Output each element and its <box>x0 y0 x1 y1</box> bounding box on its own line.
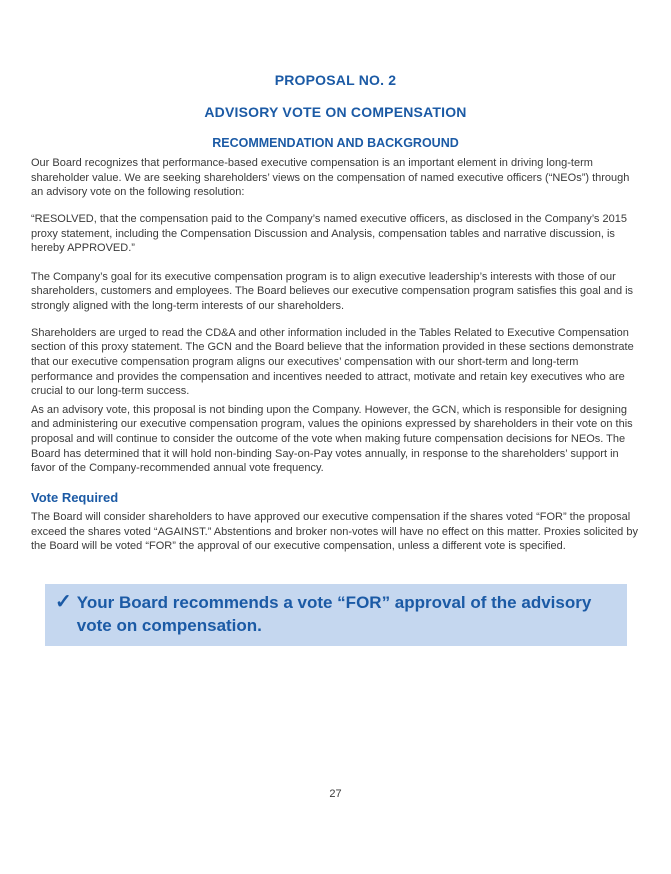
proposal-number-title: PROPOSAL NO. 2 <box>274 72 397 88</box>
paragraph-resolution: “RESOLVED, that the compensation paid to the Company’s named executive officers, as disclosed in the Company’s 2015 proxy statement, including the Compensation Discussion and Analysis, compensation tables and narrative discussion, is hereby APPROVED.” <box>31 212 627 255</box>
page-number: 27 <box>329 788 342 800</box>
paragraph-intro: Our Board recognizes that performance-based executive compensation is an important element in driving long-term shareholder value. We are seeking shareholders’ views on the compensation of named executive officers (“NEOs”) through an advisory vote on the following resolution: <box>31 157 630 199</box>
board-recommendation-text: Your Board recommends a vote “FOR” approval of the advisory vote on compensation. <box>76 592 592 635</box>
recommendation-background-heading: RECOMMENDATION AND BACKGROUND <box>212 136 459 150</box>
proposal-subject-title: ADVISORY VOTE ON COMPENSATION <box>204 104 467 120</box>
paragraph-program-goal: The Company’s goal for its executive compensation program is to align executive leadership’s interests with those of our shareholders, customers and employees. The Board believes our executive compensation program satisfies this goal and is strongly aligned with the long-term interests of our shareholders. <box>31 270 634 312</box>
vote-required-paragraph: The Board will consider shareholders to have approved our executive compensation if the shares voted “FOR” the proposal exceed the shares voted “AGAINST.” Abstentions and broker non-votes will have no effect on this matter. Proxies solicited by the Board will be voted “FOR” the approval of our executive compensation, unless a different vote is specified. <box>31 510 638 553</box>
paragraph-cdna: Shareholders are urged to read the CD&A and other information included in the Tables Related to Executive Compensation section of this proxy statement. The GCN and the Board believe that the information provided in these sections demonstrate that our executive compensation program aligns our executives’ compensation with our short-term and long-term performance and provides the compensation and incentives needed to attract, motivate and retain key executives who are crucial to our long-term success. <box>31 326 634 398</box>
paragraph-advisory-vote: As an advisory vote, this proposal is not binding upon the Company. However, the GCN, which is responsible for designing and administering our executive compensation program, values the opinions expressed by shareholders in their vote on this proposal and will continue to consider the outcome of the vote when making future compensation decisions for NEOs. The Board has determined that it will hold non-binding Say-on-Pay votes annually, in response to the shareholders’ support in favor of the Company-recommended annual vote frequency. <box>31 403 633 475</box>
checkmark-icon: ✓ <box>55 590 72 613</box>
board-recommendation-box <box>45 584 627 646</box>
vote-required-heading: Vote Required <box>31 489 119 505</box>
